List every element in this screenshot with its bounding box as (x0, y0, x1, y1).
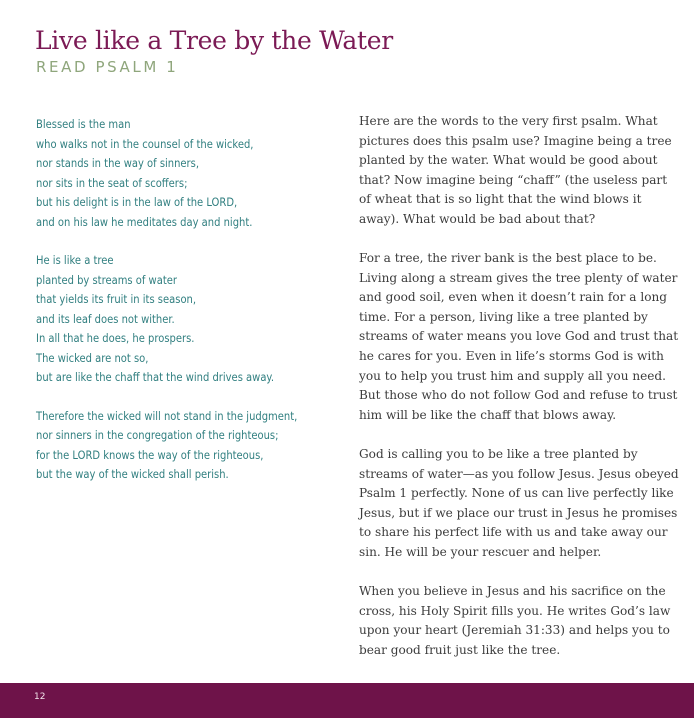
psalm-line: Therefore the wicked will not stand in the judgment, (36, 408, 298, 423)
commentary-line: streams of water means you love God and trust that (359, 329, 679, 344)
psalm-line: and its leaf does not wither. (36, 311, 175, 326)
psalm-line: but the way of the wicked shall perish. (36, 467, 229, 481)
psalm-text (36, 115, 298, 504)
page-subtitle: READ PSALM 1 (36, 58, 179, 76)
commentary-line: planted by the water. What would be good about (359, 153, 658, 168)
footer-bar (0, 683, 694, 718)
commentary-line: Here are the words to the very first psalm. What (359, 114, 658, 128)
psalm-line: He is like a tree (36, 253, 114, 267)
psalm-line: nor sinners in the congregation of the righteous; (36, 428, 279, 442)
psalm-stanza (36, 251, 294, 388)
commentary-line: of wheat that is so light that the wind blows it (359, 192, 642, 207)
commentary-line: When you believe in Jesus and his sacrifice on the (359, 583, 666, 598)
commentary-line: Living along a stream gives the tree plenty of water (359, 270, 678, 285)
psalm-line: nor stands in the way of sinners, (36, 156, 200, 170)
commentary-line: streams of water—as you follow Jesus. Jesus obeyed (359, 466, 679, 481)
commentary-text (359, 112, 679, 680)
psalm-stanza (36, 115, 294, 232)
commentary-line: For a tree, the river bank is the best place to be. (359, 251, 657, 266)
commentary-line: upon your heart (Jeremiah 31:33) and helps you to (359, 623, 670, 638)
commentary-paragraph (359, 445, 679, 563)
commentary-line: him will be like the chaff that blows away. (359, 407, 617, 422)
commentary-line: time. For a person, living like a tree planted by (359, 309, 648, 324)
psalm-line: for the LORD knows the way of the righteous, (36, 447, 264, 462)
psalm-line: that yields its fruit in its season, (36, 292, 197, 306)
commentary-line: sin. He will be your rescuer and helper. (359, 544, 602, 559)
commentary-line: away). What would be bad about that? (359, 211, 596, 226)
psalm-line: Blessed is the man (36, 117, 131, 131)
psalm-line: but are like the chaff that the wind drives away. (36, 370, 275, 384)
commentary-line: Jesus, but if we place our trust in Jesus he promises (359, 505, 678, 520)
psalm-line: who walks not in the counsel of the wicked, (36, 136, 254, 151)
psalm-stanza (36, 407, 298, 485)
commentary-paragraph (359, 249, 679, 425)
psalm-line: nor sits in the seat of scoffers; (36, 175, 188, 190)
psalm-line: and on his law he meditates day and night. (36, 214, 253, 229)
page-title: Live like a Tree by the Water (35, 26, 393, 55)
commentary-line: God is calling you to be like a tree planted by (359, 446, 638, 461)
psalm-line: The wicked are not so, (36, 350, 149, 365)
commentary-line: But those who do not follow God and refuse to trust (359, 388, 678, 403)
commentary-line: pictures does this psalm use? Imagine being a tree (359, 133, 672, 148)
commentary-line: and good soil, even when it doesn’t rain for a long (359, 290, 668, 305)
commentary-paragraph (359, 112, 672, 230)
commentary-line: bear good fruit just like the tree. (359, 642, 561, 657)
commentary-line: to share his perfect life with us and take away our (359, 525, 668, 540)
commentary-line: cross, his Holy Spirit fills you. He writes God’s law (359, 603, 671, 618)
commentary-line: that? Now imagine being “chaff” (the useless part (359, 172, 668, 187)
psalm-line: planted by streams of water (36, 272, 177, 287)
psalm-line: but his delight is in the law of the LORD, (36, 195, 238, 209)
commentary-paragraph (359, 582, 671, 660)
page-number: 12 (34, 692, 46, 702)
psalm-line: In all that he does, he prospers. (36, 331, 195, 345)
commentary-line: Psalm 1 perfectly. None of us can live perfectly like (359, 486, 674, 501)
commentary-line: he cares for you. Even in life’s storms God is with (359, 349, 664, 364)
commentary-line: you to help you trust him and supply all you need. (359, 368, 667, 383)
